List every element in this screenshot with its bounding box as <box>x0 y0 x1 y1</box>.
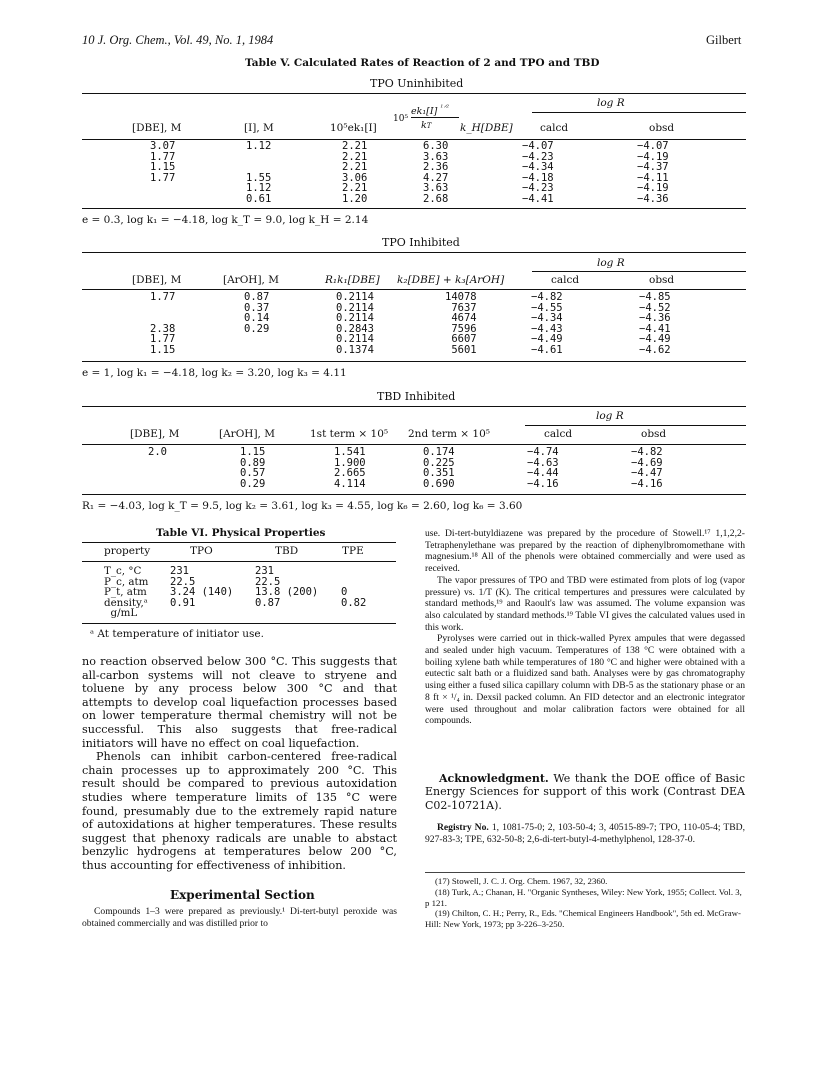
refs-rule <box>425 872 745 873</box>
table5-part2-subtitle: TPO Inhibited <box>382 236 460 249</box>
table5-title: Table V. Calculated Rates of Reaction of 2 and TPO and TBD <box>245 57 600 69</box>
logr-header: log R <box>597 257 625 269</box>
reference: (18) Turk, A.; Chanan, H. "Organic Syntheses, Wiley: New York, 1955; Collect. Vol. 3, p 121. <box>425 886 742 908</box>
table-rule <box>82 406 746 407</box>
table-rule <box>82 494 746 495</box>
table-rule <box>82 361 746 362</box>
table-rule <box>532 112 746 113</box>
t5p1-col-ek: 2.21 2.21 2.21 3.06 2.21 1.20 <box>342 140 368 205</box>
t5p1-col-ratio: 6.30 3.63 2.36 4.27 3.63 2.68 <box>423 140 449 205</box>
author-header: Gilbert <box>706 33 742 47</box>
table-rule <box>82 623 396 624</box>
t5p1-col-calcd: −4.07 −4.23 −4.34 −4.18 −4.23 −4.41 <box>522 140 554 205</box>
experimental-heading: Experimental Section <box>170 888 315 902</box>
table-rule <box>532 271 746 272</box>
col-r1k1: R₁k₁[DBE] <box>325 274 380 286</box>
t5p1-footnote: e = 0.3, log k₁ = −4.18, log k_T = 9.0, log k_H = 2.14 <box>82 214 369 226</box>
col-dbe: [DBE], M <box>132 122 182 134</box>
col-calcd: calcd <box>544 428 573 440</box>
col-obsd: obsd <box>649 122 675 134</box>
table-rule <box>82 444 746 445</box>
table-rule <box>82 561 396 562</box>
left-body <box>82 655 397 873</box>
col-calcd: calcd <box>540 122 569 134</box>
right-body <box>425 528 745 727</box>
logr-header: log R <box>596 410 624 422</box>
table-rule <box>82 93 746 94</box>
t5p3-col-dbe: 2.0 <box>148 446 167 458</box>
ack-text: We thank the DOE office of Basic Energy Sciences for support of this work (Contrast DEA C02-10721A). <box>425 772 745 812</box>
registry-text: 1, 1081-75-0; 2, 103-50-4; 3, 40515-89-7; TPO, 110-05-4; TBD, 927-83-3; TPE, 632-50-8; 2,6-di-tert-butyl-4-methylphenol, 128-37-0. <box>425 822 746 845</box>
col-i: [I], M <box>244 122 274 134</box>
registry-label: Registry No. <box>437 822 489 833</box>
t5p2-col-calcd: −4.82 −4.55 −4.34 −4.43 −4.49 −4.61 <box>531 291 563 356</box>
t6-footnote: ᵃ At temperature of initiator use. <box>90 628 264 640</box>
reference: (17) Stowell, J. C. J. Org. Chem. 1967, 32, 2360. <box>435 876 608 886</box>
acknowledgment <box>425 772 745 812</box>
table-rule <box>82 252 746 253</box>
t6-tpo-col: 231 22.5 3.24 (140) 0.91 <box>170 565 234 609</box>
table5-part1-subtitle: TPO Uninhibited <box>370 77 464 90</box>
col-k2k3: k₂[DBE] + k₃[ArOH] <box>397 274 505 286</box>
table-rule <box>82 289 746 290</box>
col-ek1i: 10⁵ek₁[I] <box>330 122 377 134</box>
t5p2-col-aroh: 0.87 0.37 0.14 0.29 <box>244 291 270 335</box>
t5p2-footnote: e = 1, log k₁ = −4.18, log k₂ = 3.20, log k₃ = 4.11 <box>82 367 347 379</box>
t5p3-col-calcd: −4.74 −4.63 −4.44 −4.16 <box>527 446 559 490</box>
table-rule <box>82 542 396 543</box>
col-dbe: [DBE], M <box>132 274 182 286</box>
t5p1-col-obsd: −4.07 −4.19 −4.37 −4.11 −4.19 −4.36 <box>637 140 669 205</box>
paragraph: Phenols can inhibit carbon-centered free-radical chain processes up to approximately 200 °C. This result should be compared to previous autoxidation studies where temperature limits of 135 °C were found, presumably due to the extremely rapid nature of autoxidations at higher temperatures. These results suggest that phenoxy radicals are unable to abstact benzylic hydrogens at temperatures below 200 °C, thus accounting for effectiveness of inhibition. <box>82 750 397 872</box>
col-dbe: [DBE], M <box>130 428 180 440</box>
table6-title: Table VI. Physical Properties <box>156 527 326 539</box>
t5p1-col-dbe: 3.07 1.77 1.15 1.77 <box>150 140 176 184</box>
t5p2-col-obsd: −4.85 −4.52 −4.36 −4.41 −4.49 −4.62 <box>639 291 671 356</box>
paragraph: Compounds 1–3 were prepared as previously.¹ Di-tert-butyl peroxide was obtained commercially and was distilled prior to <box>82 906 397 929</box>
t5p3-col-aroh: 1.15 0.89 0.57 0.29 <box>240 446 266 490</box>
t5p2-col-k2k3: 14078 7637 4674 7596 6607 5601 <box>445 291 477 356</box>
table-rule <box>525 425 746 426</box>
t6-col-property: property <box>104 545 151 557</box>
t6-tpe-col: 0 0.82 <box>341 586 367 609</box>
t5p2-col-r1k1: 0.2114 0.2114 0.2114 0.2843 0.2114 0.1374 <box>336 291 374 356</box>
t5p3-col-1st: 1.541 1.900 2.665 4.114 <box>334 446 366 490</box>
t6-tbd-col: 231 22.5 13.8 (200) 0.87 <box>255 565 319 609</box>
t6-property-col: T_c, °C P_c, atm P_t, atm density,ᵃ g/mL <box>104 565 149 620</box>
references <box>425 876 745 930</box>
col-khdbe: k_H[DBE] <box>460 122 513 134</box>
col-aroh: [ArOH], M <box>219 428 275 440</box>
registry <box>425 822 745 845</box>
paragraph: no reaction observed below 300 °C. This suggests that all-carbon systems will not cleave to stryene and toluene by any process below 300 °C and that attempts to develop coal liquefaction processes based on lower temperature thermal chemistry will not be successful. This also suggests that free-radical initiators will have no effect on coal liquefaction. <box>82 655 397 750</box>
col-obsd: obsd <box>641 428 667 440</box>
paragraph: use. Di-tert-butyldiazene was prepared by the procedure of Stowell.¹⁷ 1,1,2,2-Tetraphenylethane was prepared by the reaction of diphenylbromomethane with magnesium.¹⁸ All of the phenols were obtained commercially and were used as received. <box>425 528 745 575</box>
reference: (19) Chilton, C. H.; Perry, R., Eds. "Chemical Engineers Handbook", 5th ed. McGraw-Hill: New York, 1973; pp 3-226–3-250. <box>425 908 741 930</box>
col-obsd: obsd <box>649 274 675 286</box>
paragraph: Pyrolyses were carried out in thick-walled Pyrex ampules that were degassed and sealed under high vacuum. Temperatures of 138 °C were obtained with a boiling xylene bath while temperatures of 180 °C and higher were obtained with a eutectic salt bath or a fluidized sand bath. Analyses were by gas chromatography using either a fused silica capillary column with DB-5 as the stationary phase or an 8 ft × ¹/₄ in. Dexsil packed column. An FID detector and an electronic integrator were used throughout and molar calibration factors were obtained for all compounds. <box>425 633 745 727</box>
t5p3-footnote: R₁ = −4.03, log k_T = 9.5, log k₂ = 3.61, log k₃ = 4.55, log k₆ = 2.60, log k₆ = 3.60 <box>82 500 523 512</box>
col-2nd: 2nd term × 10⁵ <box>408 428 490 440</box>
t6-col-tbd: TBD <box>275 545 299 557</box>
t6-col-tpe: TPE <box>342 545 364 557</box>
col-1st: 1st term × 10⁵ <box>310 428 389 440</box>
col-aroh: [ArOH], M <box>223 274 279 286</box>
table5-part3-subtitle: TBD Inhibited <box>377 390 456 403</box>
running-header: 10 J. Org. Chem., Vol. 49, No. 1, 1984 <box>82 33 274 47</box>
ack-label: Acknowledgment. <box>439 772 549 785</box>
col-calcd: calcd <box>551 274 580 286</box>
t5p3-col-obsd: −4.82 −4.69 −4.47 −4.16 <box>631 446 663 490</box>
logr-header: log R <box>597 97 625 109</box>
t5p1-col-i: 1.12 1.55 1.12 0.61 <box>246 140 272 205</box>
paragraph: The vapor pressures of TPO and TBD were estimated from plots of log (vapor pressure) vs. 1/T (K). The critical tempertures and pressures were calculated by standard methods,¹⁹ and Raoult's law was assumed. The volume expansion was also calculated by standard methods.¹⁹ Table VI gives the calculated values used in this work. <box>425 574 745 633</box>
table-rule <box>82 208 746 209</box>
t6-col-tpo: TPO <box>190 545 213 557</box>
t5p3-col-2nd: 0.174 0.225 0.351 0.690 <box>423 446 455 490</box>
t5p2-col-dbe: 1.77 2.38 1.77 1.15 <box>150 291 176 356</box>
experimental-text <box>82 906 397 929</box>
